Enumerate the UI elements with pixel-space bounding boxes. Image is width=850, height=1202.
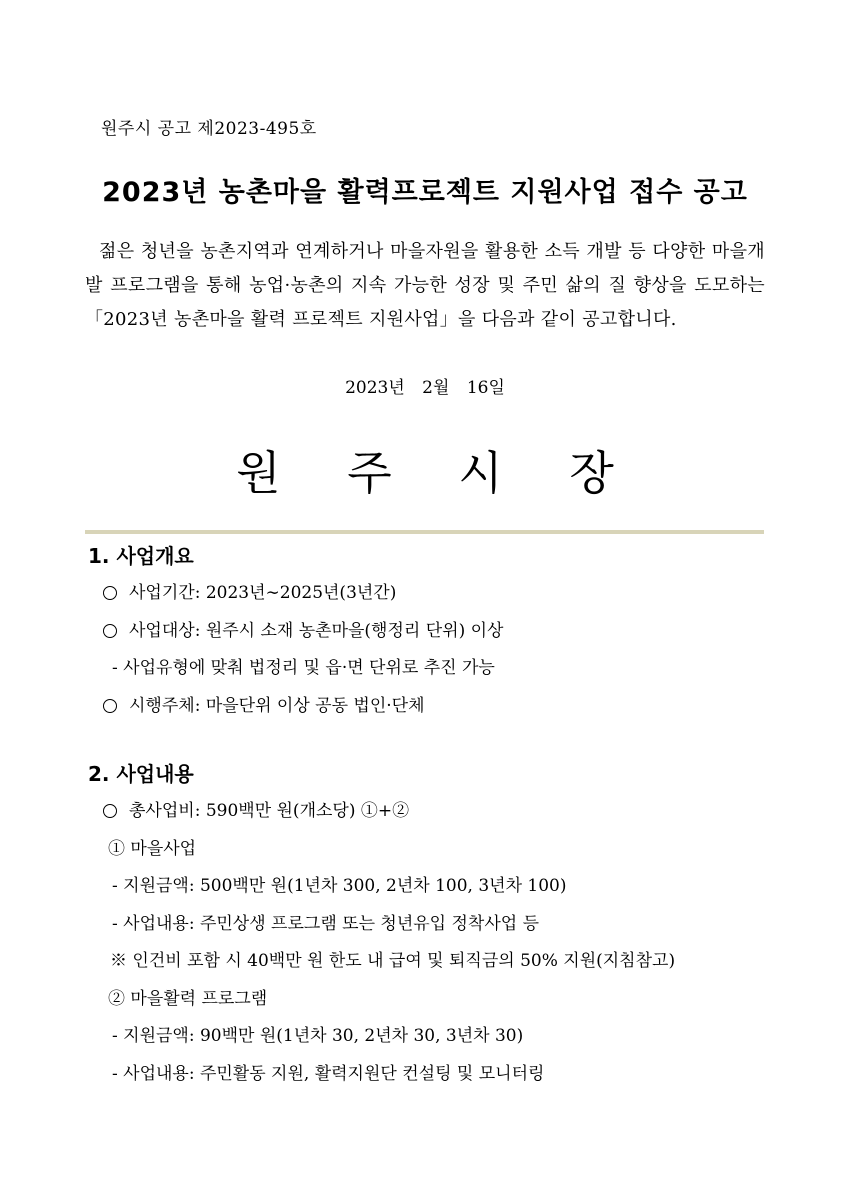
circle-bullet-icon	[103, 699, 117, 713]
section-title: 1. 사업개요	[88, 544, 194, 568]
list-item: 사업기간: 2023년∼2025년(3년간)	[88, 575, 778, 613]
issuer-name: 원 주 시 장	[236, 446, 640, 500]
document-title: 2023년 농촌마을 활력프로젝트 지원사업 접수 공고	[102, 177, 748, 208]
list-subheading: ① 마을사업	[108, 838, 197, 859]
section-overview	[88, 537, 778, 725]
list-subheading: ② 마을활력 프로그램	[108, 988, 268, 1009]
list-subitem: - 사업내용: 주민상생 프로그램 또는 청년유입 정착사업 등	[112, 913, 540, 934]
notice-number: 원주시 공고 제2023-495호	[101, 119, 317, 139]
list-item: 총사업비: 590백만 원(개소당) ①+②	[88, 793, 778, 831]
list-item: 사업대상: 원주시 소재 농촌마을(행정리 단위) 이상	[88, 613, 778, 651]
list-subitem: - 사업내용: 주민활동 지원, 활력지원단 컨설팅 및 모니터링	[112, 1063, 545, 1084]
circle-bullet-icon	[103, 804, 117, 818]
section-content	[88, 755, 778, 1093]
list-subitem: - 지원금액: 500백만 원(1년차 300, 2년차 100, 3년차 100)	[112, 876, 567, 896]
section-divider	[85, 530, 764, 534]
circle-bullet-icon	[103, 586, 117, 600]
note-line: ※ 인건비 포함 시 40백만 원 한도 내 급여 및 퇴직금의 50% 지원(지침참고)	[110, 951, 676, 971]
circle-bullet-icon	[103, 624, 117, 638]
list-subitem: - 사업유형에 맞춰 법정리 및 읍·면 단위로 추진 가능	[112, 658, 495, 678]
list-item: 시행주체: 마을단위 이상 공동 법인·단체	[88, 688, 778, 726]
list-subitem: - 지원금액: 90백만 원(1년차 30, 2년차 30, 3년차 30)	[112, 1026, 524, 1046]
section-title: 2. 사업내용	[88, 762, 194, 786]
intro-paragraph: 젊은 청년을 농촌지역과 연계하거나 마을자원을 활용한 소득 개발 등 다양한 마을개발 프로그램을 통해 농업·농촌의 지속 가능한 성장 및 주민 삶의 질 향상을 도모하는「2023년 농촌마을 활력 프로젝트 지원사업」을 다음과 같이 공고합니다.	[85, 241, 765, 330]
notice-date: 2023년 2월 16일	[345, 378, 505, 398]
